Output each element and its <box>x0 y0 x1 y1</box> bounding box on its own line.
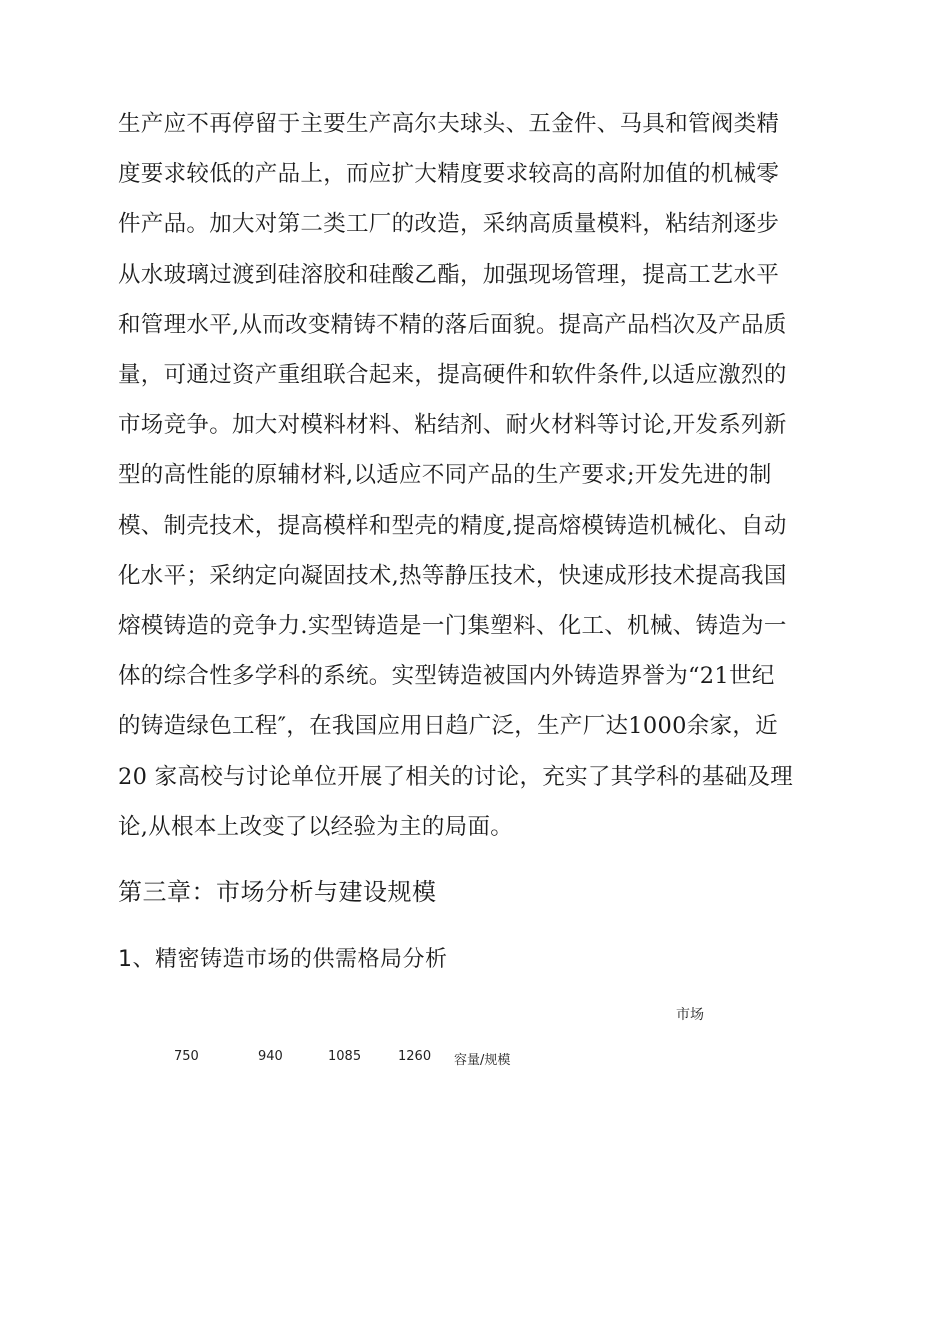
chart-title: 市场 <box>676 1007 704 1023</box>
body-line: 论,从根本上改变了以经验为主的局面。 <box>118 813 514 840</box>
body-line: 市场竞争。加大对模料材料、粘结剂、耐火材料等讨论,开发系列新 <box>118 412 787 439</box>
body-line: 体的综合性多学科的系统。实型铸造被国内外铸造界誉为“21世纪 <box>118 663 775 690</box>
body-line: 化水平；采纳定向凝固技术,热等静压技术，快速成形技术提高我国 <box>118 562 787 589</box>
body-line: 生产应不再停留于主要生产高尔夫球头、五金件、马具和管阀类精 <box>118 111 780 137</box>
series-label: 容量/规模 <box>454 1053 511 1068</box>
section-heading: 1、精密铸造市场的供需格局分析 <box>118 947 448 972</box>
value-label-1: 750 <box>174 1049 199 1064</box>
body-line: 件产品。加大对第二类工厂的改造，采纳高质量模料，粘结剂逐步 <box>118 211 780 238</box>
body-line: 熔模铸造的竞争力.实型铸造是一门集塑料、化工、机械、铸造为一 <box>118 613 787 639</box>
body-line: 从水玻璃过渡到硅溶胶和硅酸乙酯，加强现场管理，提高工艺水平 <box>118 261 780 288</box>
body-line: 20 家高校与讨论单位开展了相关的讨论，充实了其学科的基础及理 <box>118 763 794 790</box>
body-line: 和管理水平,从而改变精铸不精的落后面貌。提高产品档次及产品质 <box>118 311 787 338</box>
body-line: 型的高性能的原辅材料,以适应不同产品的生产要求;开发先进的制 <box>118 462 772 489</box>
body-line: 量，可通过资产重组联合起来，提高硬件和软件条件,以适应激烈的 <box>118 362 787 388</box>
value-label-3: 1085 <box>328 1049 362 1064</box>
body-line: 度要求较低的产品上，而应扩大精度要求较高的高附加值的机械零 <box>118 161 780 188</box>
value-label-4: 1260 <box>398 1049 432 1064</box>
value-label-2: 940 <box>258 1049 283 1064</box>
body-line: 模、制壳技术，提高模样和型壳的精度,提高熔模铸造机械化、自动 <box>118 512 787 539</box>
body-line: 的铸造绿色工程″，在我国应用日趋广泛，生产厂达1000余家，近 <box>118 713 778 740</box>
chapter-heading: 第三章：市场分析与建设规模 <box>118 878 437 906</box>
